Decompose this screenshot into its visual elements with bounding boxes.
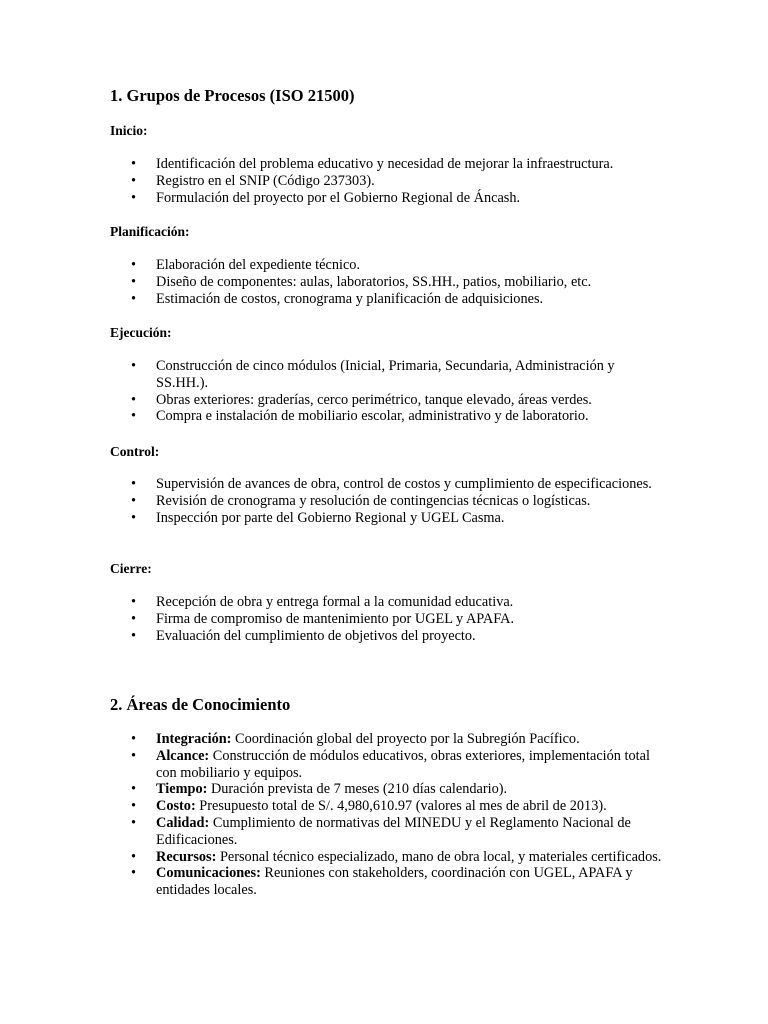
list-item: • Estimación de costos, cronograma y planificación de adquisiciones. [110, 291, 670, 308]
group-list-planificacion [110, 257, 670, 307]
term-label: Alcance: [156, 747, 210, 764]
group-heading-cierre: Cierre: [110, 561, 152, 576]
term-label: Costo: [156, 798, 196, 815]
term-label: Recursos: [156, 848, 217, 865]
list-item [110, 731, 670, 748]
term-description: Reuniones con stakeholders, coordinación con UGEL, APAFA y entidades locales. [156, 865, 633, 899]
list-item: • Construcción de cinco módulos (Inicial, Primaria, Secundaria, Administración y SS.HH.). [110, 358, 670, 392]
list-item: • Firma de compromiso de mantenimiento por UGEL y APAFA. [110, 611, 670, 628]
list-item: • Inspección por parte del Gobierno Regional y UGEL Casma. [110, 510, 670, 527]
group-list-cierre [110, 594, 670, 644]
list-item: • Diseño de componentes: aulas, laboratorios, SS.HH., patios, mobiliario, etc. [110, 274, 670, 291]
list-item [110, 865, 670, 899]
list-item: • Revisión de cronograma y resolución de contingencias técnicas o logísticas. [110, 493, 670, 510]
knowledge-areas-list [110, 731, 670, 899]
group-heading-inicio: Inicio: [110, 123, 148, 138]
term-description: Personal técnico especializado, mano de obra local, y materiales certificados. [219, 848, 662, 865]
list-item: • Elaboración del expediente técnico. [110, 257, 670, 274]
list-item [110, 798, 670, 815]
term-description: Construcción de módulos educativos, obras exteriores, implementación total con mobiliario y equipos. [156, 747, 650, 781]
section-2-title: 2. Áreas de Conocimiento [110, 695, 291, 714]
list-item [110, 849, 670, 866]
list-item [110, 815, 670, 849]
list-item: • Recepción de obra y entrega formal a la comunidad educativa. [110, 594, 670, 611]
term-label: Calidad: [156, 814, 210, 831]
list-item [110, 748, 670, 782]
term-description: Presupuesto total de S/. 4,980,610.97 (valores al mes de abril de 2013). [199, 798, 607, 815]
section-1-title: 1. Grupos de Procesos (ISO 21500) [110, 86, 355, 105]
group-heading-ejecucion: Ejecución: [110, 325, 172, 340]
list-item: • Registro en el SNIP (Código 237303). [110, 173, 670, 190]
group-heading-planificacion: Planificación: [110, 224, 190, 239]
list-item [110, 781, 670, 798]
group-list-inicio [110, 156, 670, 206]
group-list-ejecucion [110, 358, 670, 425]
term-label: Comunicaciones: [156, 865, 261, 882]
list-item: • Evaluación del cumplimiento de objetivos del proyecto. [110, 628, 670, 645]
term-label: Integración: [156, 731, 232, 747]
group-heading-control: Control: [110, 444, 160, 459]
term-description: Duración prevista de 7 meses (210 días calendario). [210, 781, 508, 798]
list-item: • Identificación del problema educativo y necesidad de mejorar la infraestructura. [110, 156, 670, 173]
list-item: • Formulación del proyecto por el Gobierno Regional de Áncash. [110, 190, 670, 207]
list-item: • Compra e instalación de mobiliario escolar, administrativo y de laboratorio. [110, 408, 670, 425]
term-description: Coordinación global del proyecto por la Subregión Pacífico. [235, 731, 580, 747]
group-list-control [110, 476, 670, 526]
list-item: • Obras exteriores: graderías, cerco perimétrico, tanque elevado, áreas verdes. [110, 392, 670, 409]
term-description: Cumplimiento de normativas del MINEDU y el Reglamento Nacional de Edificaciones. [156, 814, 631, 848]
list-item: • Supervisión de avances de obra, control de costos y cumplimiento de especificaciones. [110, 476, 670, 493]
term-label: Tiempo: [156, 781, 208, 798]
